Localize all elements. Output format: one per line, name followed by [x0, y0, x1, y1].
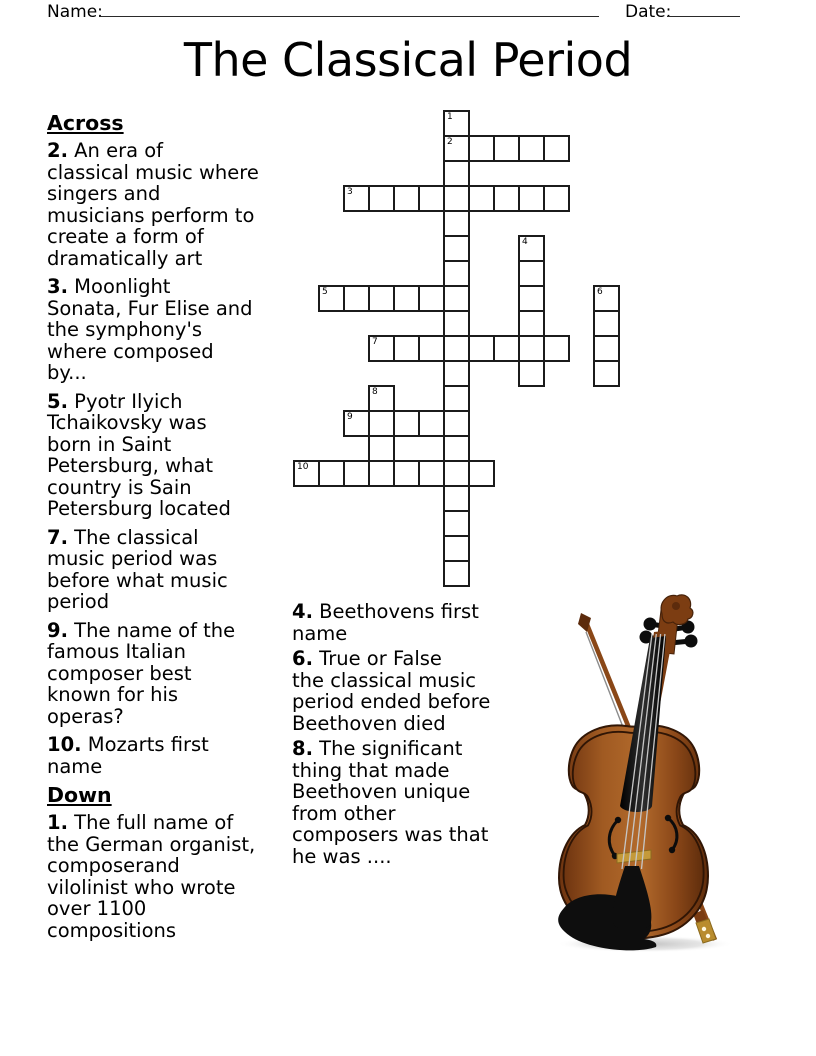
clue-line: he was .... [292, 844, 392, 868]
clue-line: from other [292, 801, 396, 825]
clue-number: 2. [47, 139, 68, 162]
clue-line: Beethoven died [292, 711, 446, 735]
clues-left-column [47, 112, 299, 948]
clue-line: musicians perform to [47, 203, 255, 227]
grid-cell [418, 460, 445, 487]
grid-cell [343, 460, 370, 487]
clue-line: known for his [47, 683, 179, 706]
grid-cell [518, 135, 545, 162]
grid-cell [443, 135, 470, 162]
grid-cell [368, 185, 395, 212]
clue-line: period [47, 590, 110, 613]
name-blank-line [101, 0, 599, 17]
clue-5 [47, 391, 299, 520]
grid-cell [468, 185, 495, 212]
grid-cell [593, 360, 620, 387]
grid-cell [418, 410, 445, 437]
clue-line: Petersburg, what [47, 454, 213, 477]
clue-number: 7. [47, 525, 68, 549]
clue-4 [292, 601, 554, 644]
clue-line: 4. Beethovens first [292, 600, 479, 623]
grid-cell [343, 410, 370, 437]
grid-cell-number: 10 [297, 462, 309, 472]
clue-number: 8. [292, 737, 313, 760]
clue-number: 10. [47, 733, 82, 756]
grid-cell [443, 210, 470, 237]
grid-cell [343, 185, 370, 212]
grid-cell [443, 385, 470, 412]
grid-cell [443, 235, 470, 262]
clue-line: 8. The significant [292, 737, 463, 760]
grid-cell-number: 8 [372, 387, 378, 397]
grid-cell-number: 4 [522, 237, 528, 247]
clue-line: name [47, 754, 103, 778]
grid-cell-number: 3 [347, 187, 353, 197]
clue-line: Beethoven unique [292, 780, 471, 803]
clue-line: country is Sain [47, 475, 192, 499]
clue-line: composerand [47, 854, 180, 877]
clue-section-heading-down: Down [47, 783, 112, 807]
worksheet-title: The Classical Period [183, 33, 633, 87]
grid-cell [443, 285, 470, 312]
clue-line: the German organist, [47, 832, 256, 856]
clue-line: famous Italian [47, 640, 186, 663]
grid-cell [443, 535, 470, 562]
clue-line: 7. The classical [47, 525, 199, 549]
grid-cell [518, 335, 545, 362]
date-blank-line [667, 0, 740, 17]
grid-cell [543, 335, 570, 362]
grid-cell [443, 360, 470, 387]
grid-cell [393, 285, 420, 312]
clue-line: Tchaikovsky was [47, 411, 207, 434]
grid-cell [318, 285, 345, 312]
violin-illustration [550, 592, 735, 960]
name-label: Name: [47, 2, 103, 22]
clue-line: vilolinist who wrote [47, 875, 236, 899]
clue-6 [292, 648, 554, 734]
grid-cell [518, 310, 545, 337]
grid-cell-number: 6 [597, 287, 603, 297]
clue-line: born in Saint [47, 432, 172, 456]
clue-8 [292, 738, 554, 867]
clue-line: by... [47, 361, 87, 384]
clue-number: 3. [47, 275, 68, 298]
clue-section-heading-across: Across [47, 111, 124, 135]
grid-cell [368, 460, 395, 487]
clue-line: Sonata, Fur Elise and [47, 296, 253, 320]
grid-cell-number: 1 [447, 112, 453, 122]
grid-cell [493, 135, 520, 162]
crossword-grid [293, 110, 623, 590]
clues-middle-column [292, 601, 554, 871]
clue-line: 2. An era of [47, 139, 164, 162]
grid-cell [393, 410, 420, 437]
grid-cell [368, 285, 395, 312]
grid-cell [518, 235, 545, 262]
grid-cell [443, 310, 470, 337]
date-label: Date: [625, 2, 672, 22]
clue-line: music period was [47, 547, 218, 570]
grid-cell [493, 335, 520, 362]
grid-cell-number: 5 [322, 287, 328, 297]
clue-7 [47, 527, 299, 613]
clue-line: thing that made [292, 758, 450, 782]
grid-cell [418, 335, 445, 362]
grid-cell [593, 310, 620, 337]
grid-cell [493, 185, 520, 212]
grid-cell [443, 185, 470, 212]
grid-cell [443, 560, 470, 587]
grid-cell [543, 185, 570, 212]
clue-line: the symphony's [47, 318, 202, 341]
grid-cell [318, 460, 345, 487]
clue-line: over 1100 [47, 897, 147, 920]
clue-line: 3. Moonlight [47, 275, 171, 298]
grid-cell [393, 335, 420, 362]
clue-line: composer best [47, 661, 192, 685]
clue-line: 10. Mozarts first [47, 733, 209, 756]
grid-cell [443, 110, 470, 137]
clue-line: Petersburg located [47, 497, 231, 520]
grid-cell [518, 285, 545, 312]
grid-cell [468, 460, 495, 487]
clue-line: 5. Pyotr Ilyich [47, 389, 183, 413]
grid-cell [368, 410, 395, 437]
grid-cell [368, 435, 395, 462]
clue-2 [47, 140, 299, 269]
grid-cell [443, 460, 470, 487]
clue-line: 9. The name of the [47, 618, 236, 642]
clue-line: name [292, 621, 348, 645]
clue-number: 5. [47, 389, 68, 413]
grid-cell [443, 410, 470, 437]
clue-line: the classical music [292, 668, 476, 692]
grid-cell [543, 135, 570, 162]
clue-number: 4. [292, 600, 313, 623]
grid-cell [443, 335, 470, 362]
clue-number: 1. [47, 811, 68, 834]
clue-line: operas? [47, 704, 124, 728]
grid-cell [518, 360, 545, 387]
clue-line: singers and [47, 182, 161, 205]
clue-line: 6. True or False [292, 647, 442, 670]
grid-cell [518, 260, 545, 287]
clue-line: where composed [47, 339, 214, 363]
grid-cell [518, 185, 545, 212]
grid-cell [468, 335, 495, 362]
grid-cell [443, 260, 470, 287]
grid-cell [393, 185, 420, 212]
clue-line: dramatically art [47, 246, 203, 270]
clue-9 [47, 620, 299, 728]
clue-line: before what music [47, 568, 228, 592]
grid-cell [443, 510, 470, 537]
clue-1 [47, 812, 299, 941]
grid-cell [418, 185, 445, 212]
grid-cell [443, 435, 470, 462]
grid-cell [443, 485, 470, 512]
grid-cell [393, 460, 420, 487]
clue-line: composers was that [292, 823, 489, 846]
clue-line: create a form of [47, 225, 204, 248]
clue-line: period ended before [292, 690, 491, 713]
grid-cell [593, 335, 620, 362]
clue-3 [47, 276, 299, 384]
grid-cell [593, 285, 620, 312]
grid-cell [368, 385, 395, 412]
grid-cell [343, 285, 370, 312]
grid-cell-number: 7 [372, 337, 378, 347]
clue-number: 6. [292, 647, 313, 670]
clue-line: 1. The full name of [47, 811, 234, 834]
grid-cell-number: 2 [447, 137, 453, 147]
clue-line: classical music where [47, 160, 259, 184]
grid-cell [418, 285, 445, 312]
grid-cell [368, 335, 395, 362]
grid-cell-number: 9 [347, 412, 353, 422]
grid-cell [468, 135, 495, 162]
grid-cell [443, 160, 470, 187]
clue-10 [47, 734, 299, 777]
clue-number: 9. [47, 618, 68, 642]
clue-line: compositions [47, 918, 177, 942]
